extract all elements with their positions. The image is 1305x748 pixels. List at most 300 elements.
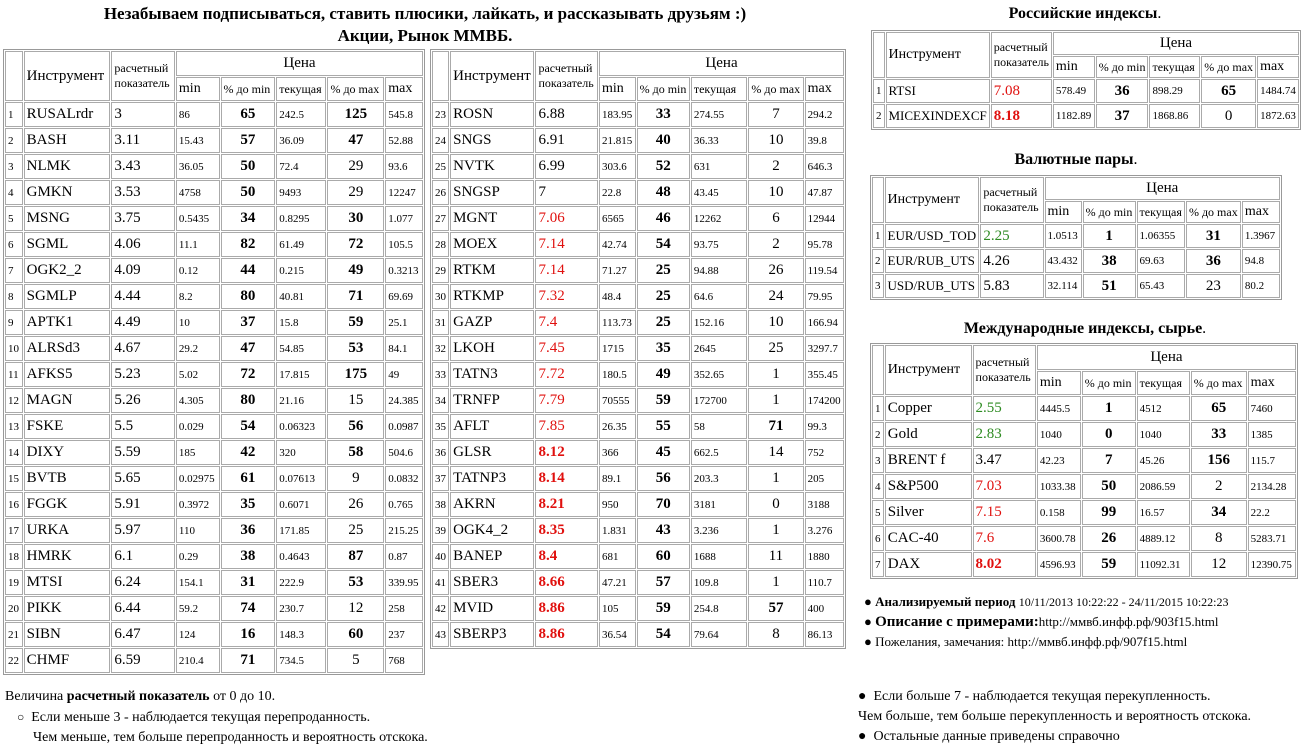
pct-max-value: 71: [748, 414, 803, 439]
pct-min-value: 50: [1082, 474, 1136, 499]
pct-max-value: 8: [748, 622, 803, 647]
header-current: текущая: [691, 77, 748, 101]
max-value: 99.3: [805, 414, 844, 439]
pct-min-value: 57: [221, 128, 276, 153]
pct-min-value: 56: [637, 466, 690, 491]
max-value: 25.1: [385, 310, 423, 335]
instrument-name: CAC-40: [885, 526, 972, 551]
calc-value: 8.21: [535, 492, 598, 517]
row-index: 2: [873, 104, 885, 128]
pct-max-value: 1: [748, 570, 803, 595]
max-value: 93.6: [385, 154, 423, 179]
table-row: [5, 440, 423, 465]
header-current: текущая: [1137, 371, 1190, 395]
min-value: 681: [599, 544, 636, 569]
min-value: 43.432: [1045, 249, 1082, 273]
min-value: 26.35: [599, 414, 636, 439]
max-value: 355.45: [805, 362, 844, 387]
row-index: 13: [5, 414, 23, 439]
current-value: 94.88: [691, 258, 748, 283]
pct-min-value: 43: [637, 518, 690, 543]
row-index: 22: [5, 648, 23, 673]
max-value: 768: [385, 648, 423, 673]
max-value: 0.0987: [385, 414, 423, 439]
max-value: 504.6: [385, 440, 423, 465]
header-max: max: [385, 77, 423, 101]
table-row: [432, 622, 844, 647]
row-index: 42: [432, 596, 449, 621]
pct-min-value: 48: [637, 180, 690, 205]
header-pct-max: % до max: [1191, 371, 1247, 395]
pct-min-value: 1: [1082, 396, 1136, 421]
footer-left-item: Если меньше 3 - наблюдается текущая перепроданность.: [31, 710, 371, 725]
table-row: [432, 518, 844, 543]
min-value: 8.2: [176, 284, 220, 309]
instrument-name: SGMLP: [24, 284, 111, 309]
instrument-name: OGK4_2: [450, 518, 534, 543]
table-row: [5, 310, 423, 335]
row-index: 7: [872, 552, 884, 577]
pct-min-value: 38: [1083, 249, 1136, 273]
min-value: 22.8: [599, 180, 636, 205]
current-value: 3.236: [691, 518, 748, 543]
header-calc-line2: показатель: [975, 370, 1031, 384]
table-row: [872, 448, 1296, 473]
row-index: 14: [5, 440, 23, 465]
pct-min-value: 51: [1083, 274, 1136, 298]
pct-max-value: 10: [748, 128, 803, 153]
max-value: 39.8: [805, 128, 844, 153]
min-value: 113.73: [599, 310, 636, 335]
instrument-name: NVTK: [450, 154, 534, 179]
instrument-name: TATNP3: [450, 466, 534, 491]
row-index: 38: [432, 492, 449, 517]
header-calc: [111, 51, 175, 101]
calc-value: 6.88: [535, 102, 598, 127]
max-value: 5283.71: [1248, 526, 1296, 551]
pct-min-value: 50: [221, 180, 276, 205]
pct-max-value: 29: [327, 180, 384, 205]
header-current: текущая: [276, 77, 326, 101]
max-value: 174200: [805, 388, 844, 413]
instrument-name: ROSN: [450, 102, 534, 127]
stocks-table-left: [3, 49, 425, 675]
current-value: 15.8: [276, 310, 326, 335]
max-value: 22.2: [1248, 500, 1296, 525]
current-value: 72.4: [276, 154, 326, 179]
instrument-name: GMKN: [24, 180, 111, 205]
table-row: [432, 570, 844, 595]
instrument-name: ALRSd3: [24, 336, 111, 361]
calc-value: 6.59: [111, 648, 175, 673]
instrument-name: AFKS5: [24, 362, 111, 387]
table-row: [432, 154, 844, 179]
calc-value: 8.18: [991, 104, 1052, 128]
pct-min-value: 59: [637, 596, 690, 621]
table-row: [432, 440, 844, 465]
table-row: [872, 224, 1280, 248]
pct-max-value: 87: [327, 544, 384, 569]
calc-value: 7.08: [991, 79, 1052, 103]
min-value: 0.3972: [176, 492, 220, 517]
table-row: [872, 474, 1296, 499]
pct-min-value: 74: [221, 596, 276, 621]
calc-value: 3.43: [111, 154, 175, 179]
table-row: [872, 526, 1296, 551]
table-row: [5, 466, 423, 491]
pct-min-value: 70: [637, 492, 690, 517]
instrument-name: OGK2_2: [24, 258, 111, 283]
calc-value: 7.85: [535, 414, 598, 439]
calc-value: 3.47: [973, 448, 1036, 473]
pct-max-value: 125: [327, 102, 384, 127]
table-row: [5, 362, 423, 387]
pct-min-value: 16: [221, 622, 276, 647]
table-row: [5, 570, 423, 595]
max-value: 94.8: [1242, 249, 1280, 273]
current-value: 65.43: [1137, 274, 1185, 298]
row-index: 31: [432, 310, 449, 335]
row-index: 4: [872, 474, 884, 499]
max-value: 69.69: [385, 284, 423, 309]
calc-value: 8.14: [535, 466, 598, 491]
table-row: [432, 544, 844, 569]
row-index: 4: [5, 180, 23, 205]
header-instrument: Инструмент: [450, 51, 534, 101]
instrument-name: MGNT: [450, 206, 534, 231]
current-value: 9493: [276, 180, 326, 205]
pct-min-value: 65: [221, 102, 276, 127]
pct-max-value: 71: [327, 284, 384, 309]
current-value: 172700: [691, 388, 748, 413]
pct-min-value: 54: [637, 232, 690, 257]
min-value: 0.12: [176, 258, 220, 283]
current-value: 0.4643: [276, 544, 326, 569]
pct-min-value: 57: [637, 570, 690, 595]
pct-min-value: 44: [221, 258, 276, 283]
instrument-name: FSKE: [24, 414, 111, 439]
instrument-name: SIBN: [24, 622, 111, 647]
row-index: 25: [432, 154, 449, 179]
examples-link[interactable]: http://ммвб.инфф.рф/903f15.html: [1038, 614, 1219, 629]
table-row: [5, 544, 423, 569]
pct-min-value: 26: [1082, 526, 1136, 551]
table-row: [5, 232, 423, 257]
pct-min-value: 82: [221, 232, 276, 257]
table-row: [5, 284, 423, 309]
header-pct-min: % до min: [637, 77, 690, 101]
min-value: 36.05: [176, 154, 220, 179]
pct-max-value: 6: [748, 206, 803, 231]
table-row: [5, 622, 423, 647]
row-index: 16: [5, 492, 23, 517]
header-instrument: Инструмент: [885, 345, 972, 395]
max-value: 115.7: [1248, 448, 1296, 473]
current-value: 16.57: [1137, 500, 1190, 525]
instrument-name: MTSI: [24, 570, 111, 595]
header-calc: [973, 345, 1036, 395]
max-value: 12944: [805, 206, 844, 231]
max-value: 80.2: [1242, 274, 1280, 298]
current-value: 54.85: [276, 336, 326, 361]
current-value: 1688: [691, 544, 748, 569]
examples-label: Описание с примерами:: [875, 614, 1039, 630]
current-value: 36.33: [691, 128, 748, 153]
pct-max-value: 5: [327, 648, 384, 673]
instrument-name: USD/RUB_UTS: [885, 274, 980, 298]
footer-left: Величина расчетный показатель от 0 до 10. ○ Если меньше 3 - наблюдается текущая перепроданность. Чем меньше, тем больше перепроданность и вероятность отскока.: [5, 687, 525, 748]
calc-value: 6.24: [111, 570, 175, 595]
header-pct-max: % до max: [1201, 56, 1256, 78]
min-value: 59.2: [176, 596, 220, 621]
row-index: 6: [5, 232, 23, 257]
max-value: 237: [385, 622, 423, 647]
row-index: 41: [432, 570, 449, 595]
max-value: 1872.63: [1257, 104, 1299, 128]
instrument-name: FGGK: [24, 492, 111, 517]
header-price: Цена: [1037, 345, 1296, 370]
period-label: Анализируемый период: [875, 594, 1016, 609]
max-value: 752: [805, 440, 844, 465]
pct-min-value: 35: [221, 492, 276, 517]
ru-indices-table: [871, 30, 1301, 130]
calc-value: 7.79: [535, 388, 598, 413]
row-index: 1: [5, 102, 23, 127]
max-value: 2134.28: [1248, 474, 1296, 499]
header-calc-line2: показатель: [114, 76, 170, 90]
header-min: min: [1037, 371, 1081, 395]
instrument-name: GLSR: [450, 440, 534, 465]
pct-max-value: 23: [1186, 274, 1241, 298]
pct-min-value: 7: [1082, 448, 1136, 473]
pct-min-value: 52: [637, 154, 690, 179]
current-value: 352.65: [691, 362, 748, 387]
pct-max-value: 29: [327, 154, 384, 179]
min-value: 210.4: [176, 648, 220, 673]
current-value: 79.64: [691, 622, 748, 647]
max-value: 86.13: [805, 622, 844, 647]
table-row: [432, 128, 844, 153]
calc-value: 7.14: [535, 258, 598, 283]
min-value: 89.1: [599, 466, 636, 491]
footer-right-line2: Чем больше, тем больше перекупленность и вероятность отскока.: [858, 709, 1252, 724]
header-calc-line1: расчетный: [993, 40, 1048, 54]
header-max: max: [1248, 371, 1296, 395]
min-value: 0.158: [1037, 500, 1081, 525]
current-value: 61.49: [276, 232, 326, 257]
table-row: [432, 388, 844, 413]
calc-value: 8.12: [535, 440, 598, 465]
pct-max-value: 8: [1191, 526, 1247, 551]
instrument-name: DIXY: [24, 440, 111, 465]
table-row: [432, 336, 844, 361]
header-pct-max: % до max: [327, 77, 384, 101]
instrument-name: SNGS: [450, 128, 534, 153]
min-value: 42.74: [599, 232, 636, 257]
current-value: 203.3: [691, 466, 748, 491]
table-row: [5, 388, 423, 413]
instrument-name: LKOH: [450, 336, 534, 361]
pct-min-value: 80: [221, 284, 276, 309]
min-value: 4445.5: [1037, 396, 1081, 421]
calc-value: 5.83: [980, 274, 1043, 298]
instrument-name: RTSI: [886, 79, 990, 103]
table-row: [5, 206, 423, 231]
current-value: 2086.59: [1137, 474, 1190, 499]
pct-max-value: 12: [1191, 552, 1247, 577]
pct-min-value: 36: [221, 518, 276, 543]
min-value: 71.27: [599, 258, 636, 283]
calc-value: 7.72: [535, 362, 598, 387]
pct-max-value: 25: [748, 336, 803, 361]
min-value: 578.49: [1053, 79, 1095, 103]
current-value: 58: [691, 414, 748, 439]
row-index: 26: [432, 180, 449, 205]
row-index: 1: [872, 396, 884, 421]
instrument-name: EUR/USD_TOD: [885, 224, 980, 248]
row-index: 5: [5, 206, 23, 231]
table-row: [872, 552, 1296, 577]
instrument-name: RTKM: [450, 258, 534, 283]
pct-max-value: 24: [748, 284, 803, 309]
instrument-name: S&P500: [885, 474, 972, 499]
row-index: 7: [5, 258, 23, 283]
pct-min-value: 54: [637, 622, 690, 647]
instrument-name: DAX: [885, 552, 972, 577]
calc-value: 6.47: [111, 622, 175, 647]
min-value: 29.2: [176, 336, 220, 361]
min-value: 4758: [176, 180, 220, 205]
min-value: 10: [176, 310, 220, 335]
max-value: 1880: [805, 544, 844, 569]
ru-indices-title: Российские индексы.: [1008, 5, 1162, 22]
pct-max-value: 12: [327, 596, 384, 621]
min-value: 32.114: [1045, 274, 1082, 298]
pct-max-value: 53: [327, 570, 384, 595]
table-row: [432, 180, 844, 205]
calc-value: 7.6: [973, 526, 1036, 551]
header-current: текущая: [1137, 201, 1185, 223]
current-value: 17.815: [276, 362, 326, 387]
min-value: 0.02975: [176, 466, 220, 491]
pct-min-value: 99: [1082, 500, 1136, 525]
current-value: 11092.31: [1137, 552, 1190, 577]
max-value: 110.7: [805, 570, 844, 595]
table-row: [432, 466, 844, 491]
table-row: [5, 492, 423, 517]
calc-value: 4.06: [111, 232, 175, 257]
pct-max-value: 2: [1191, 474, 1247, 499]
header-calc: [980, 177, 1043, 223]
pct-min-value: 25: [637, 284, 690, 309]
min-value: 124: [176, 622, 220, 647]
instrument-name: MICEXINDEXCF: [886, 104, 990, 128]
max-value: 545.8: [385, 102, 423, 127]
current-value: 254.8: [691, 596, 748, 621]
pct-min-value: 60: [637, 544, 690, 569]
row-index: 17: [5, 518, 23, 543]
footer-right: ● Если больше 7 - наблюдается текущая перекупленность. Чем больше, тем больше перекупленность и вероятность отскока. ● Остальные данные приведены справочно: [858, 687, 1303, 747]
max-value: 3188: [805, 492, 844, 517]
pct-min-value: 42: [221, 440, 276, 465]
current-value: 36.09: [276, 128, 326, 153]
current-value: 631: [691, 154, 748, 179]
pct-max-value: 11: [748, 544, 803, 569]
row-index: 11: [5, 362, 23, 387]
row-index: 20: [5, 596, 23, 621]
header-max: max: [1257, 56, 1299, 78]
header-empty: [5, 51, 23, 101]
min-value: 303.6: [599, 154, 636, 179]
current-value: 4889.12: [1137, 526, 1190, 551]
table-row: [5, 180, 423, 205]
footer-right-item3: Остальные данные приведены справочно: [873, 729, 1120, 744]
calc-value: 8.02: [973, 552, 1036, 577]
instrument-name: SBER3: [450, 570, 534, 595]
pct-max-value: 1: [748, 466, 803, 491]
table-row: [5, 128, 423, 153]
calc-value: 2.83: [973, 422, 1036, 447]
table-row: [5, 648, 423, 673]
instrument-name: MOEX: [450, 232, 534, 257]
max-value: 12390.75: [1248, 552, 1296, 577]
calc-value: 3.11: [111, 128, 175, 153]
max-value: 1.3967: [1242, 224, 1280, 248]
fx-title: Валютные пары.: [1014, 151, 1138, 168]
current-value: 0.215: [276, 258, 326, 283]
min-value: 21.815: [599, 128, 636, 153]
max-value: 258: [385, 596, 423, 621]
row-index: 36: [432, 440, 449, 465]
min-value: 1040: [1037, 422, 1081, 447]
max-value: 339.95: [385, 570, 423, 595]
info-block: [864, 592, 1304, 652]
min-value: 1.0513: [1045, 224, 1082, 248]
footer-right-item1: Если больше 7 - наблюдается текущая перекупленность.: [873, 689, 1211, 704]
row-index: 39: [432, 518, 449, 543]
current-value: 40.81: [276, 284, 326, 309]
max-value: 1.077: [385, 206, 423, 231]
min-value: 1182.89: [1053, 104, 1095, 128]
current-value: 64.6: [691, 284, 748, 309]
header-max: max: [805, 77, 844, 101]
table-row: [432, 206, 844, 231]
header-pct-max: % до max: [748, 77, 803, 101]
calc-value: 8.66: [535, 570, 598, 595]
header-calc-line2: показатель: [983, 200, 1039, 214]
pct-max-value: 1: [748, 518, 803, 543]
current-value: 230.7: [276, 596, 326, 621]
row-index: 6: [872, 526, 884, 551]
max-value: 215.25: [385, 518, 423, 543]
stocks-table-right: [430, 49, 846, 649]
calc-value: 6.99: [535, 154, 598, 179]
calc-value: 2.55: [973, 396, 1036, 421]
header-min: min: [176, 77, 220, 101]
min-value: 48.4: [599, 284, 636, 309]
pct-max-value: 59: [327, 310, 384, 335]
feedback-line[interactable]: ● Пожелания, замечания: http://ммвб.инфф.рф/907f15.html: [864, 634, 1188, 649]
instrument-name: BASH: [24, 128, 111, 153]
feedback-text: Пожелания, замечания: http://ммвб.инфф.рф/907f15.html: [875, 634, 1188, 649]
min-value: 180.5: [599, 362, 636, 387]
header-pct-min: % до min: [221, 77, 276, 101]
pct-min-value: 80: [221, 388, 276, 413]
calc-value: 5.59: [111, 440, 175, 465]
current-value: 734.5: [276, 648, 326, 673]
pct-max-value: 57: [748, 596, 803, 621]
current-value: 0.06323: [276, 414, 326, 439]
